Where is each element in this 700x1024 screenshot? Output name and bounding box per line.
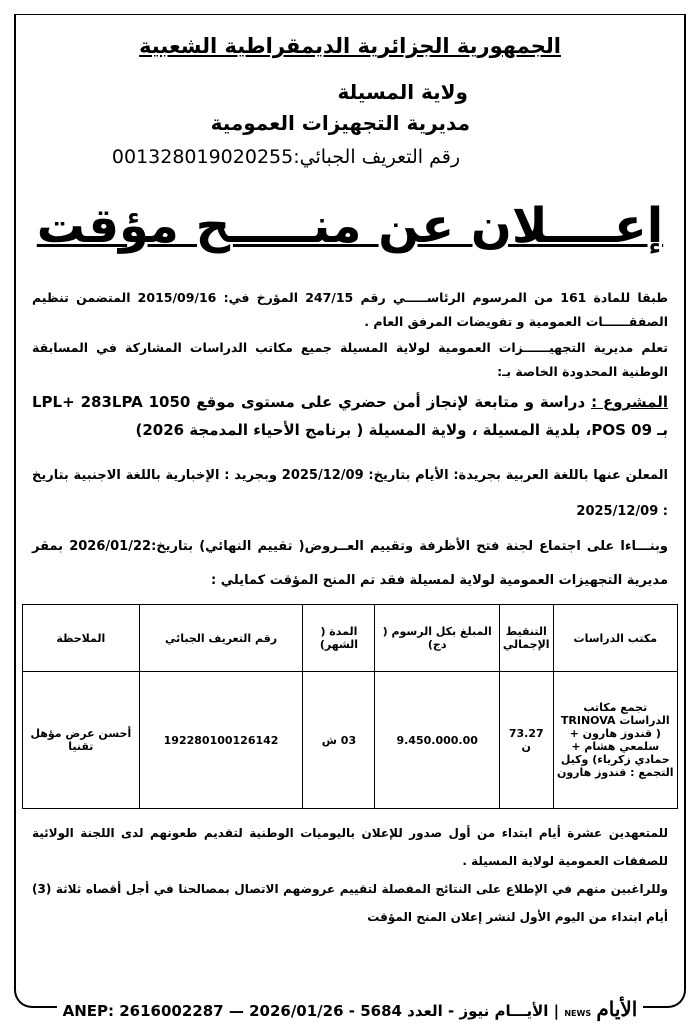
tax-id: رقم التعريف الجبائي:001328019020255 bbox=[111, 146, 460, 168]
col-header-score: التنقيط الإجمالي bbox=[499, 605, 553, 672]
cell-score: 73.27 ن bbox=[499, 672, 553, 809]
announcement-body bbox=[22, 286, 678, 931]
cell-remark: أحسن عرض مؤهل تقنيا bbox=[23, 672, 140, 809]
cell-duration: 03 ش bbox=[303, 672, 375, 809]
cell-office: تجمع مكاتب الدراسات TRINOVA ( قندوز هارون + سلمعي هشام + حمادي زكرياء) وكيل التجمع : قندوز هارون bbox=[553, 672, 677, 809]
republic-header: الجمهورية الجزائرية الديمقراطية الشعبية bbox=[139, 34, 561, 58]
table-row bbox=[23, 672, 678, 809]
newspaper-footer bbox=[0, 999, 700, 1024]
directorate-name: مديرية التجهيزات العمومية bbox=[210, 111, 470, 135]
cell-tax-id: 192280100126142 bbox=[139, 672, 303, 809]
project-description: دراسة و متابعة لإنجاز أمن حضري على مستوى موقع 1050 LPL+ 283LPA بـ POS 09، بلدية المسيلة ، ولاية المسيلة ( برنامج الأحياء المدمجة 2026) bbox=[32, 393, 668, 439]
publication-paragraph: المعلن عنها باللغة العربية بجريدة: الأيام بتاريخ: 2025/12/09 وبجريد : الإخبارية باللغة الاجنبية بتاريخ : 2025/12/09 bbox=[32, 468, 669, 519]
issue-info: | الأيـــام نيوز - العدد 5684 - 2026/01/26 bbox=[249, 1002, 560, 1020]
col-header-remark: الملاحظة bbox=[23, 605, 140, 672]
newspaper-logo: الأيام bbox=[596, 997, 638, 1021]
notice-paragraph: تعلم مديرية التجهيــــــزات العمومية لولاية المسيلة جميع مكاتب الدراسات المشاركة في المسابقة الوطنية المحدودة الخاصة بـ: bbox=[32, 340, 668, 379]
anep-number: ANEP: 2616002287 — bbox=[62, 1002, 244, 1020]
project-label: المشروع : bbox=[591, 393, 668, 411]
results-paragraph: وللراغبين منهم في الإطلاع على النتائج المفصلة لتقييم عروضهم الاتصال بمصالحنا في أجل أقصاه ثلاثة (3) أيام ابتداء من اليوم الأول لنشر إعلان المنح المؤقت bbox=[32, 882, 668, 924]
award-table bbox=[22, 604, 678, 809]
project-paragraph bbox=[32, 388, 668, 444]
table-header-row bbox=[23, 605, 678, 672]
logo-news: NEWS bbox=[564, 1009, 592, 1018]
meeting-paragraph: وبنـــاءا على اجتماع لجنة فتح الأظرفة وتقييم العــروض( تقييم النهائي) بتاريخ:2026/01/22 بمقر مديرية التجهيزات العمومية لولاية لمسيلة فقد تم المنح المؤقت كمايلي : bbox=[32, 539, 668, 588]
col-header-duration: المدة ( الشهر) bbox=[303, 605, 375, 672]
col-header-tax-id: رقم التعريف الجبائي bbox=[139, 605, 303, 672]
wilaya-name: ولاية المسيلة bbox=[337, 80, 468, 104]
legal-basis-paragraph: طبقا للمادة 161 من المرسوم الرئاســـــي رقم 247/15 المؤرخ في: 2015/09/16 المتضمن تنظيم الصفقــــــات العمومية و تفويضات المرفق العام . bbox=[32, 290, 668, 329]
col-header-office: مكتب الدراسات bbox=[553, 605, 677, 672]
announcement-title: إعــــلان عن منـــــح مؤقت bbox=[36, 198, 664, 254]
cell-amount: 9.450.000.00 bbox=[375, 672, 499, 809]
col-header-amount: المبلغ بكل الرسوم ( دج) bbox=[375, 605, 499, 672]
appeal-paragraph: للمتعهدين عشرة أيام ابتداء من أول صدور للإعلان باليوميات الوطنية لتقديم طعونهم لدى اللجنة الولائية للصفقات العمومية لولاية المسيلة . bbox=[32, 826, 668, 868]
